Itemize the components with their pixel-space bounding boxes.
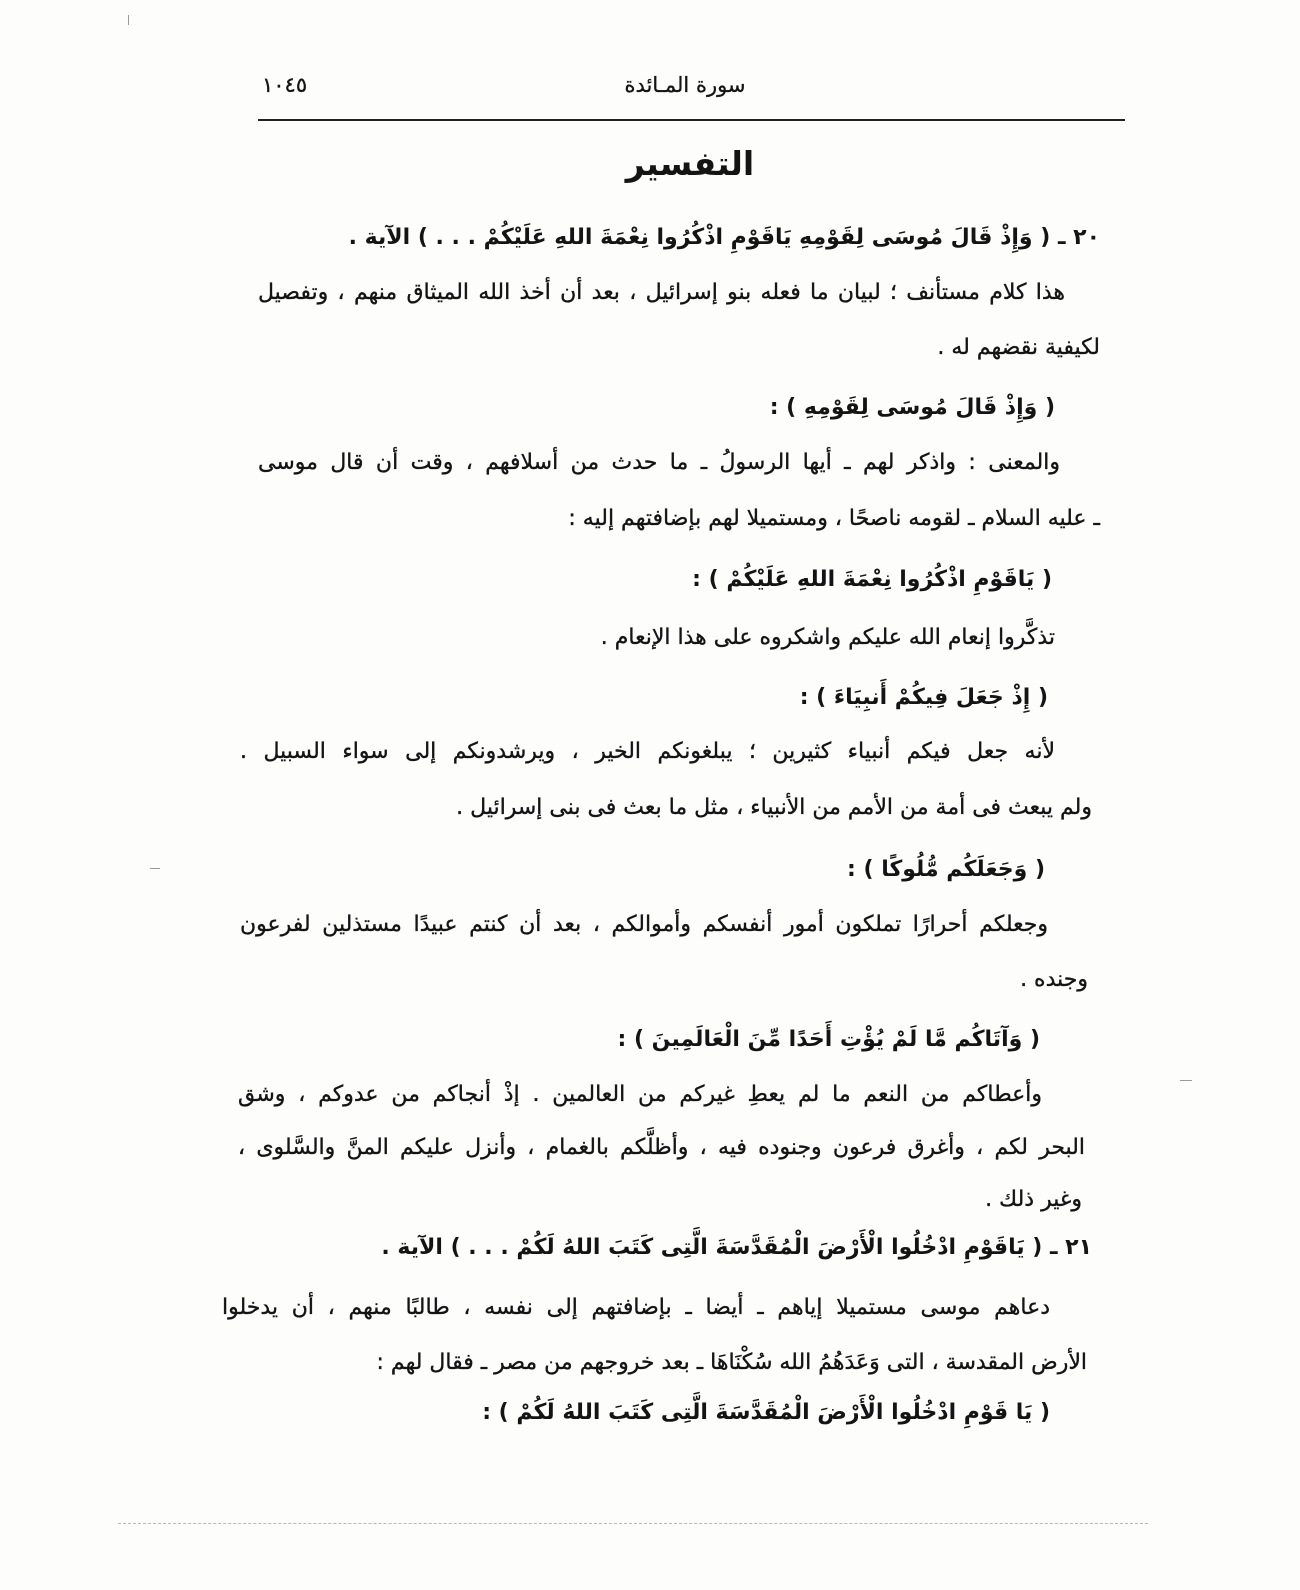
verse-heading-line: ٢٠ ـ ( وَإِذْ قَالَ مُوسَى لِقَوْمِهِ يَاقَوْمِ اذْكُرُوا نِعْمَةَ اللهِ عَلَيْكُمْ . . . ) الآية . (348, 225, 1100, 250)
scan-artifact-mark (1180, 1080, 1192, 1081)
commentary-line: لأنه جعل فيكم أنبياء كثيرين ؛ يبلغونكم الخير ، ويرشدونكم إلى سواء السبيل . (240, 739, 1055, 764)
page-number: ١٠٤٥ (262, 73, 308, 97)
commentary-line: لكيفية نقضهم له . (937, 335, 1100, 360)
scan-artifact-line (118, 1523, 1148, 1524)
commentary-line: تذكَّروا إنعام الله عليكم واشكروه على هذا الإنعام . (600, 625, 1055, 650)
commentary-line: وجنده . (1020, 967, 1088, 992)
commentary-line: والمعنى : واذكر لهم ـ أيها الرسولُ ـ ما حدث من أسلافهم ، وقت أن قال موسى (258, 450, 1060, 475)
commentary-line: وأعطاكم من النعم ما لم يعطِ غيركم من العالمين . إذْ أنجاكم من عدوكم ، وشق (238, 1082, 1042, 1107)
commentary-line: وجعلكم أحرارًا تملكون أمور أنفسكم وأموالكم ، بعد أن كنتم عبيدًا مستذلين لفرعون (240, 912, 1048, 937)
verse-quote-line: ( إِذْ جَعَلَ فِيكُمْ أَنبِيَاءَ ) : (799, 685, 1048, 710)
verse-quote-line: ( وَجَعَلَكُم مُّلُوكًا ) : (847, 857, 1045, 882)
verse-quote-line: ( وَآتَاكُم مَّا لَمْ يُؤْتِ أَحَدًا مِّنَ الْعَالَمِينَ ) : (617, 1027, 1040, 1052)
commentary-line: ـ عليه السلام ـ لقومه ناصحًا ، ومستميلا لهم بإضافتهم إليه : (568, 506, 1100, 531)
commentary-line: وغير ذلك . (985, 1187, 1082, 1212)
commentary-line: هذا كلام مستأنف ؛ لبيان ما فعله بنو إسرائيل ، بعد أن أخذ الله الميثاق منهم ، وتفصيل (258, 280, 1065, 305)
section-heading: التفسير (625, 144, 755, 183)
commentary-line: دعاهم موسى مستميلا إياهم ـ أيضا ـ بإضافتهم إلى نفسه ، طالبًا منهم ، أن يدخلوا (222, 1295, 1050, 1320)
scan-artifact-mark (150, 868, 160, 869)
commentary-line: الأرض المقدسة ، التى وَعَدَهُمُ الله سُكْنَاهَا ـ بعد خروجهم من مصر ـ فقال لهم : (376, 1350, 1087, 1375)
verse-quote-line: ( يَا قَوْمِ ادْخُلُوا الْأَرْضَ الْمُقَدَّسَةَ الَّتِى كَتَبَ اللهُ لَكُمْ ) : (482, 1400, 1050, 1425)
verse-heading-line: ٢١ ـ ( يَاقَوْمِ ادْخُلُوا الْأَرْضَ الْمُقَدَّسَةَ الَّتِى كَتَبَ اللهُ لَكُمْ . . . ) الآية . (381, 1235, 1092, 1260)
commentary-line: ولم يبعث فى أمة من الأمم من الأنبياء ، مثل ما بعث فى بنى إسرائيل . (456, 795, 1092, 820)
verse-quote-line: ( وَإِذْ قَالَ مُوسَى لِقَوْمِهِ ) : (769, 395, 1055, 420)
header-rule (258, 119, 1125, 121)
commentary-line: البحر لكم ، وأغرق فرعون وجنوده فيه ، وأظلَّكم بالغمام ، وأنزل عليكم المنَّ والسَّلوى ، (238, 1135, 1085, 1160)
verse-quote-line: ( يَاقَوْمِ اذْكُرُوا نِعْمَةَ اللهِ عَلَيْكُمْ ) : (692, 567, 1052, 592)
running-header-title: سورة المـائدة (624, 73, 746, 97)
scan-artifact-mark (128, 15, 129, 25)
